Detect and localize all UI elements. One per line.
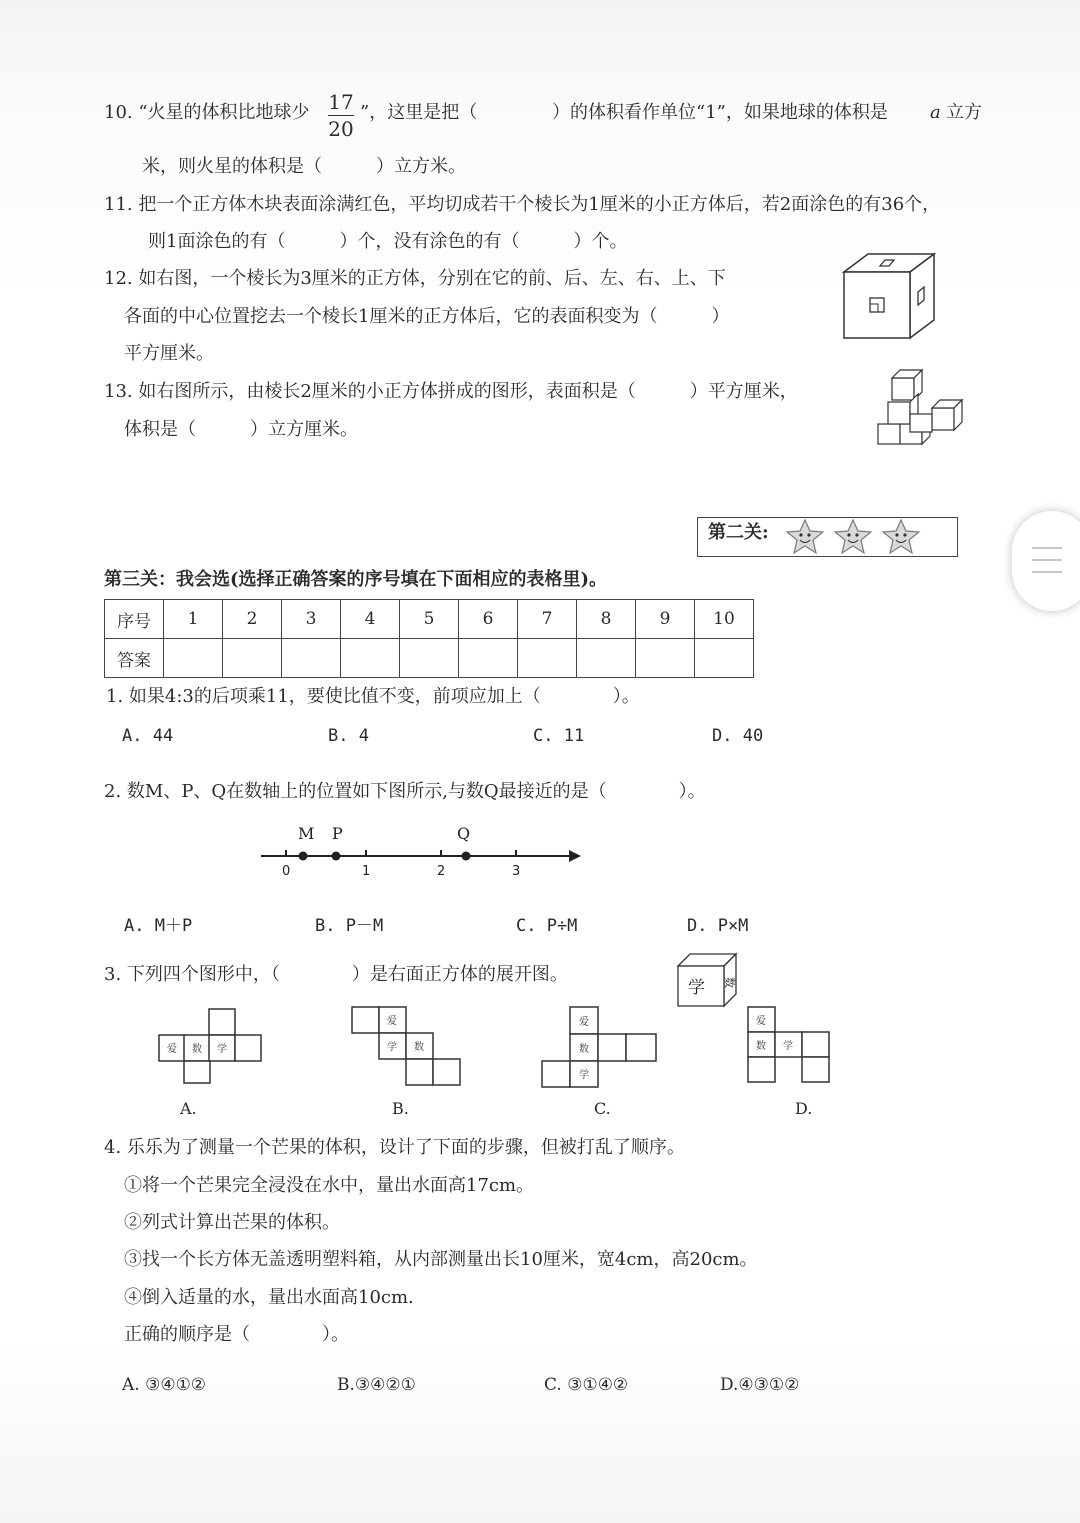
answer-cell[interactable] <box>518 639 577 678</box>
q13-line2: 体积是（ ）立方厘米。 <box>124 419 358 440</box>
net-char: 数 <box>192 1044 202 1055</box>
c4-option-d: D.④③①② <box>720 1375 800 1395</box>
c4-option-a: A. ③④①② <box>122 1375 207 1395</box>
axis-letter-q: Q <box>457 824 471 843</box>
c1-question: 1. 如果4:3的后项乘11，要使比值不变，前项应加上（ ）。 <box>106 686 640 707</box>
menu-line-icon <box>1032 571 1062 573</box>
net-d-figure <box>745 1004 833 1086</box>
q11-line2: 则1面涂色的有（ ）个，没有涂色的有（ ）个。 <box>148 231 628 252</box>
c1-option-d: D. 40 <box>712 726 764 746</box>
q11-line1: 11. 把一个正方体木块表面涂满红色，平均切成若干个棱长为1厘米的小正方体后，若2面涂色的有36个， <box>104 194 941 215</box>
q10-text-b: ”，这里是把（ <box>360 102 478 123</box>
c2-option-d: D. P×M <box>687 916 749 936</box>
menu-line-icon <box>1032 559 1062 561</box>
table-number: 9 <box>636 600 695 639</box>
c4-step3: ③找一个长方体无盖透明塑料箱，从内部测量出长10厘米，宽4cm，高20cm。 <box>124 1249 758 1270</box>
net-char: 数 <box>579 1044 589 1055</box>
c3-question: 3. 下列四个图形中，（ ）是右面正方体的展开图。 <box>104 964 568 985</box>
c4-step4: ④倒入适量的水，量出水面高10cm. <box>124 1287 414 1308</box>
c2-option-b: B. P－M <box>315 916 384 936</box>
cube-side-char: 数 <box>723 977 736 988</box>
table-number: 1 <box>164 600 223 639</box>
axis-tick-label: 2 <box>437 864 446 879</box>
answer-cell[interactable] <box>459 639 518 678</box>
net-c-figure <box>539 1004 661 1090</box>
c4-step2: ②列式计算出芒果的体积。 <box>124 1212 340 1233</box>
answer-cell[interactable] <box>636 639 695 678</box>
axis-tick-label: 3 <box>512 864 521 879</box>
table-number: 6 <box>459 600 518 639</box>
table-number: 2 <box>223 600 282 639</box>
axis-letter-p: P <box>332 824 343 843</box>
table-answer-label: 答案 <box>105 639 164 678</box>
q10-line2: 米，则火星的体积是（ ）立方米。 <box>142 156 466 177</box>
table-row <box>105 600 754 639</box>
net-char: 学 <box>579 1070 589 1081</box>
net-char: 爱 <box>167 1044 177 1055</box>
answer-cell[interactable] <box>341 639 400 678</box>
c4-option-c: C. ③①④② <box>544 1375 629 1395</box>
answer-cell[interactable] <box>400 639 459 678</box>
net-char: 爱 <box>579 1017 589 1028</box>
c2-option-c: C. P÷M <box>516 916 578 936</box>
q13-line1: 13. 如右图所示，由棱长2厘米的小正方体拼成的图形，表面积是（ ）平方厘米， <box>104 381 798 402</box>
q10-fraction-denominator: 20 <box>328 117 354 141</box>
c4-option-b: B.③④②① <box>337 1375 416 1395</box>
c3-option-d: D. <box>795 1099 813 1118</box>
net-char: 学 <box>217 1044 227 1055</box>
table-row <box>105 639 754 678</box>
table-number: 8 <box>577 600 636 639</box>
net-char: 学 <box>387 1042 397 1053</box>
net-char: 爱 <box>387 1016 397 1027</box>
c4-order: 正确的顺序是（ ）。 <box>124 1324 349 1345</box>
side-menu-button[interactable] <box>1012 511 1080 611</box>
point-p <box>332 852 341 861</box>
hollow-cube-figure <box>838 250 938 342</box>
net-char: 爱 <box>756 1016 766 1027</box>
net-char: 数 <box>414 1042 424 1053</box>
table-number: 10 <box>695 600 754 639</box>
c2-option-a: A. M＋P <box>124 916 193 936</box>
net-b-figure <box>349 1004 465 1088</box>
c3-option-b: B. <box>392 1099 409 1118</box>
net-char: 数 <box>756 1041 766 1052</box>
table-number: 3 <box>282 600 341 639</box>
point-m <box>299 852 308 861</box>
c4-step1: ①将一个芒果完全浸没在水中，量出水面高17cm。 <box>124 1175 535 1196</box>
q10-variable-a: a <box>930 102 941 123</box>
answer-cell[interactable] <box>695 639 754 678</box>
number-line-figure <box>255 820 590 882</box>
table-number: 7 <box>518 600 577 639</box>
c2-question: 2. 数M、P、Q在数轴上的位置如下图所示,与数Q最接近的是（ ）。 <box>104 781 706 802</box>
labeled-cube-figure <box>672 950 744 1010</box>
q10-text-d: 立方 <box>946 102 982 123</box>
answer-cell[interactable] <box>577 639 636 678</box>
level2-box <box>697 517 958 557</box>
table-header-label: 序号 <box>105 600 164 639</box>
q12-line3: 平方厘米。 <box>124 343 214 364</box>
point-q <box>462 852 471 861</box>
answer-cell[interactable] <box>282 639 341 678</box>
q10-fraction-numerator: 17 <box>328 90 354 114</box>
net-char: 学 <box>783 1041 793 1052</box>
table-number: 5 <box>400 600 459 639</box>
q10-text-a: 10. “火星的体积比地球少 <box>104 102 310 123</box>
c1-option-a: A. 44 <box>122 726 174 746</box>
q10-fraction <box>328 92 354 139</box>
q10-text-c: ）的体积看作单位“1”，如果地球的体积是 <box>552 102 888 123</box>
cube-front-char: 学 <box>688 978 705 998</box>
c1-option-b: B. 4 <box>328 726 369 746</box>
net-a-figure <box>156 1006 266 1086</box>
answer-cell[interactable] <box>164 639 223 678</box>
axis-tick-label: 1 <box>362 864 371 879</box>
answer-table <box>104 599 754 678</box>
c3-option-a: A. <box>180 1099 197 1118</box>
level2-label: 第二关: <box>708 522 769 543</box>
level3-title: 第三关：我会选(选择正确答案的序号填在下面相应的表格里)。 <box>104 569 608 590</box>
c3-option-c: C. <box>594 1099 611 1118</box>
stacked-cubes-figure <box>874 364 966 448</box>
c4-question: 4. 乐乐为了测量一个芒果的体积，设计了下面的步骤，但被打乱了顺序。 <box>104 1137 685 1158</box>
q12-line2: 各面的中心位置挖去一个棱长1厘米的正方体后，它的表面积变为（ ） <box>124 306 730 327</box>
q12-line1: 12. 如右图，一个棱长为3厘米的正方体，分别在它的前、后、左、右、上、下 <box>104 268 726 289</box>
answer-cell[interactable] <box>223 639 282 678</box>
menu-line-icon <box>1032 547 1062 549</box>
axis-tick-label: 0 <box>282 864 291 879</box>
axis-letter-m: M <box>298 824 315 843</box>
three-stars-icon <box>780 518 930 556</box>
c1-option-c: C. 11 <box>533 726 585 746</box>
table-number: 4 <box>341 600 400 639</box>
